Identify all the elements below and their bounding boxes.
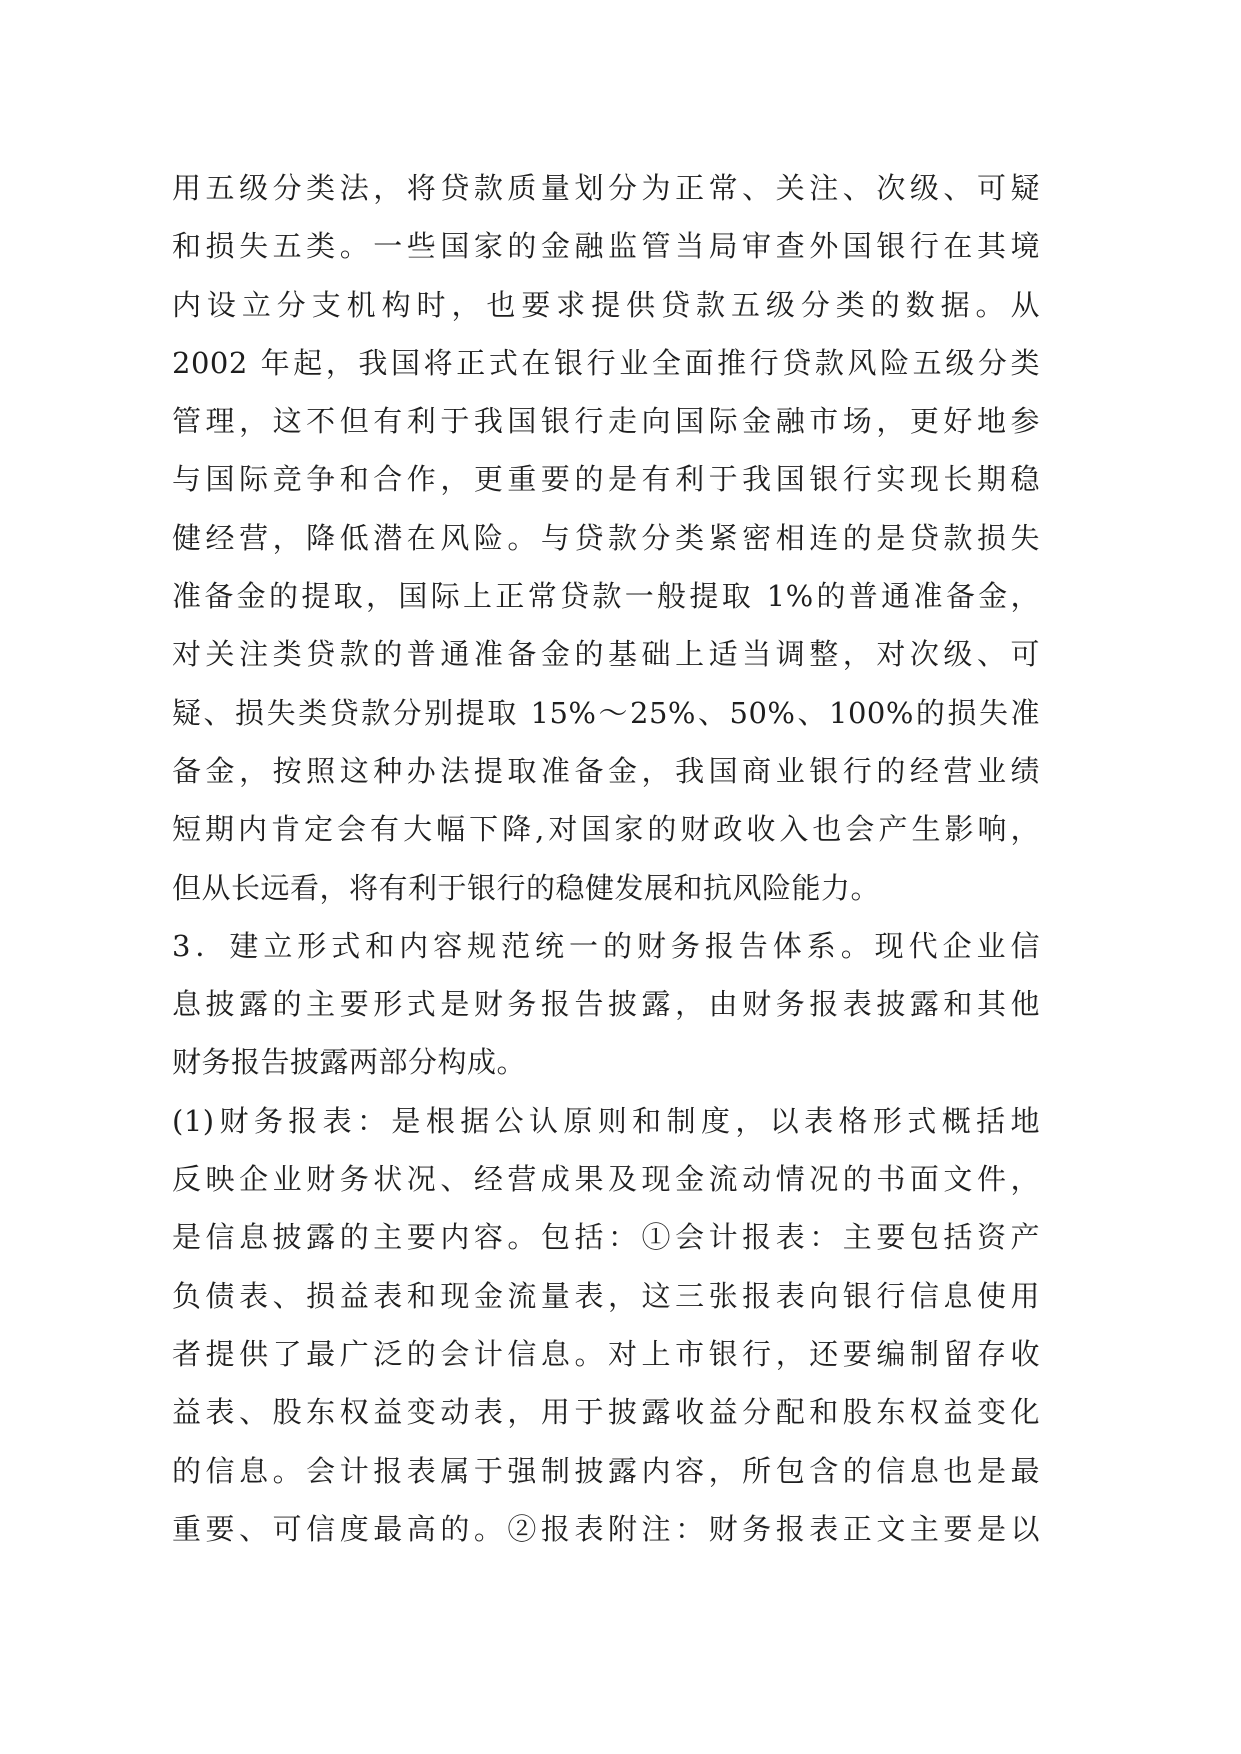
text-line: 息披露的主要形式是财务报告披露，由财务报表披露和其他 <box>172 987 1040 1022</box>
list-item-line: (1)财务报表：是根据公认原则和制度，以表格形式概括地 <box>172 1103 1040 1138</box>
paragraph-end-line: 财务报告披露两部分构成。 <box>172 1045 527 1080</box>
section-heading-line: 3．建立形式和内容规范统一的财务报告体系。现代企业信 <box>172 928 1040 963</box>
text-line: 重要、可信度最高的。②报表附注：财务报表正文主要是以 <box>172 1511 1040 1546</box>
text-line: 与国际竞争和合作，更重要的是有利于我国银行实现长期稳 <box>172 462 1040 497</box>
text-line: 益表、股东权益变动表，用于披露收益分配和股东权益变化 <box>172 1395 1040 1430</box>
text-line: 者提供了最广泛的会计信息。对上市银行，还要编制留存收 <box>172 1336 1040 1371</box>
paragraph-end-line: 但从长远看，将有利于银行的稳健发展和抗风险能力。 <box>172 870 881 905</box>
text-line: 准备金的提取，国际上正常贷款一般提取 1%的普通准备金， <box>172 579 1040 614</box>
body-text <box>172 159 1040 1558</box>
text-line: 短期内肯定会有大幅下降,对国家的财政收入也会产生影响， <box>172 812 1040 847</box>
text-line: 反映企业财务状况、经营成果及现金流动情况的书面文件， <box>172 1162 1040 1197</box>
text-line: 管理，这不但有利于我国银行走向国际金融市场，更好地参 <box>172 404 1040 439</box>
text-line: 疑、损失类贷款分别提取 15%～25%、50%、100%的损失准 <box>172 695 1040 730</box>
text-line: 的信息。会计报表属于强制披露内容，所包含的信息也是最 <box>172 1453 1040 1488</box>
text-line: 对关注类贷款的普通准备金的基础上适当调整，对次级、可 <box>172 637 1040 672</box>
text-line: 负债表、损益表和现金流量表，这三张报表向银行信息使用 <box>172 1278 1040 1313</box>
text-line: 健经营，降低潜在风险。与贷款分类紧密相连的是贷款损失 <box>172 520 1040 555</box>
text-line: 内设立分支机构时，也要求提供贷款五级分类的数据。从 <box>172 287 1040 322</box>
text-line: 和损失五类。一些国家的金融监管当局审查外国银行在其境 <box>172 229 1040 264</box>
text-line: 2002 年起，我国将正式在银行业全面推行贷款风险五级分类 <box>172 345 1040 380</box>
text-line: 备金，按照这种办法提取准备金，我国商业银行的经营业绩 <box>172 753 1040 788</box>
text-line: 用五级分类法，将贷款质量划分为正常、关注、次级、可疑 <box>172 171 1040 205</box>
text-line: 是信息披露的主要内容。包括：①会计报表：主要包括资产 <box>172 1220 1040 1255</box>
